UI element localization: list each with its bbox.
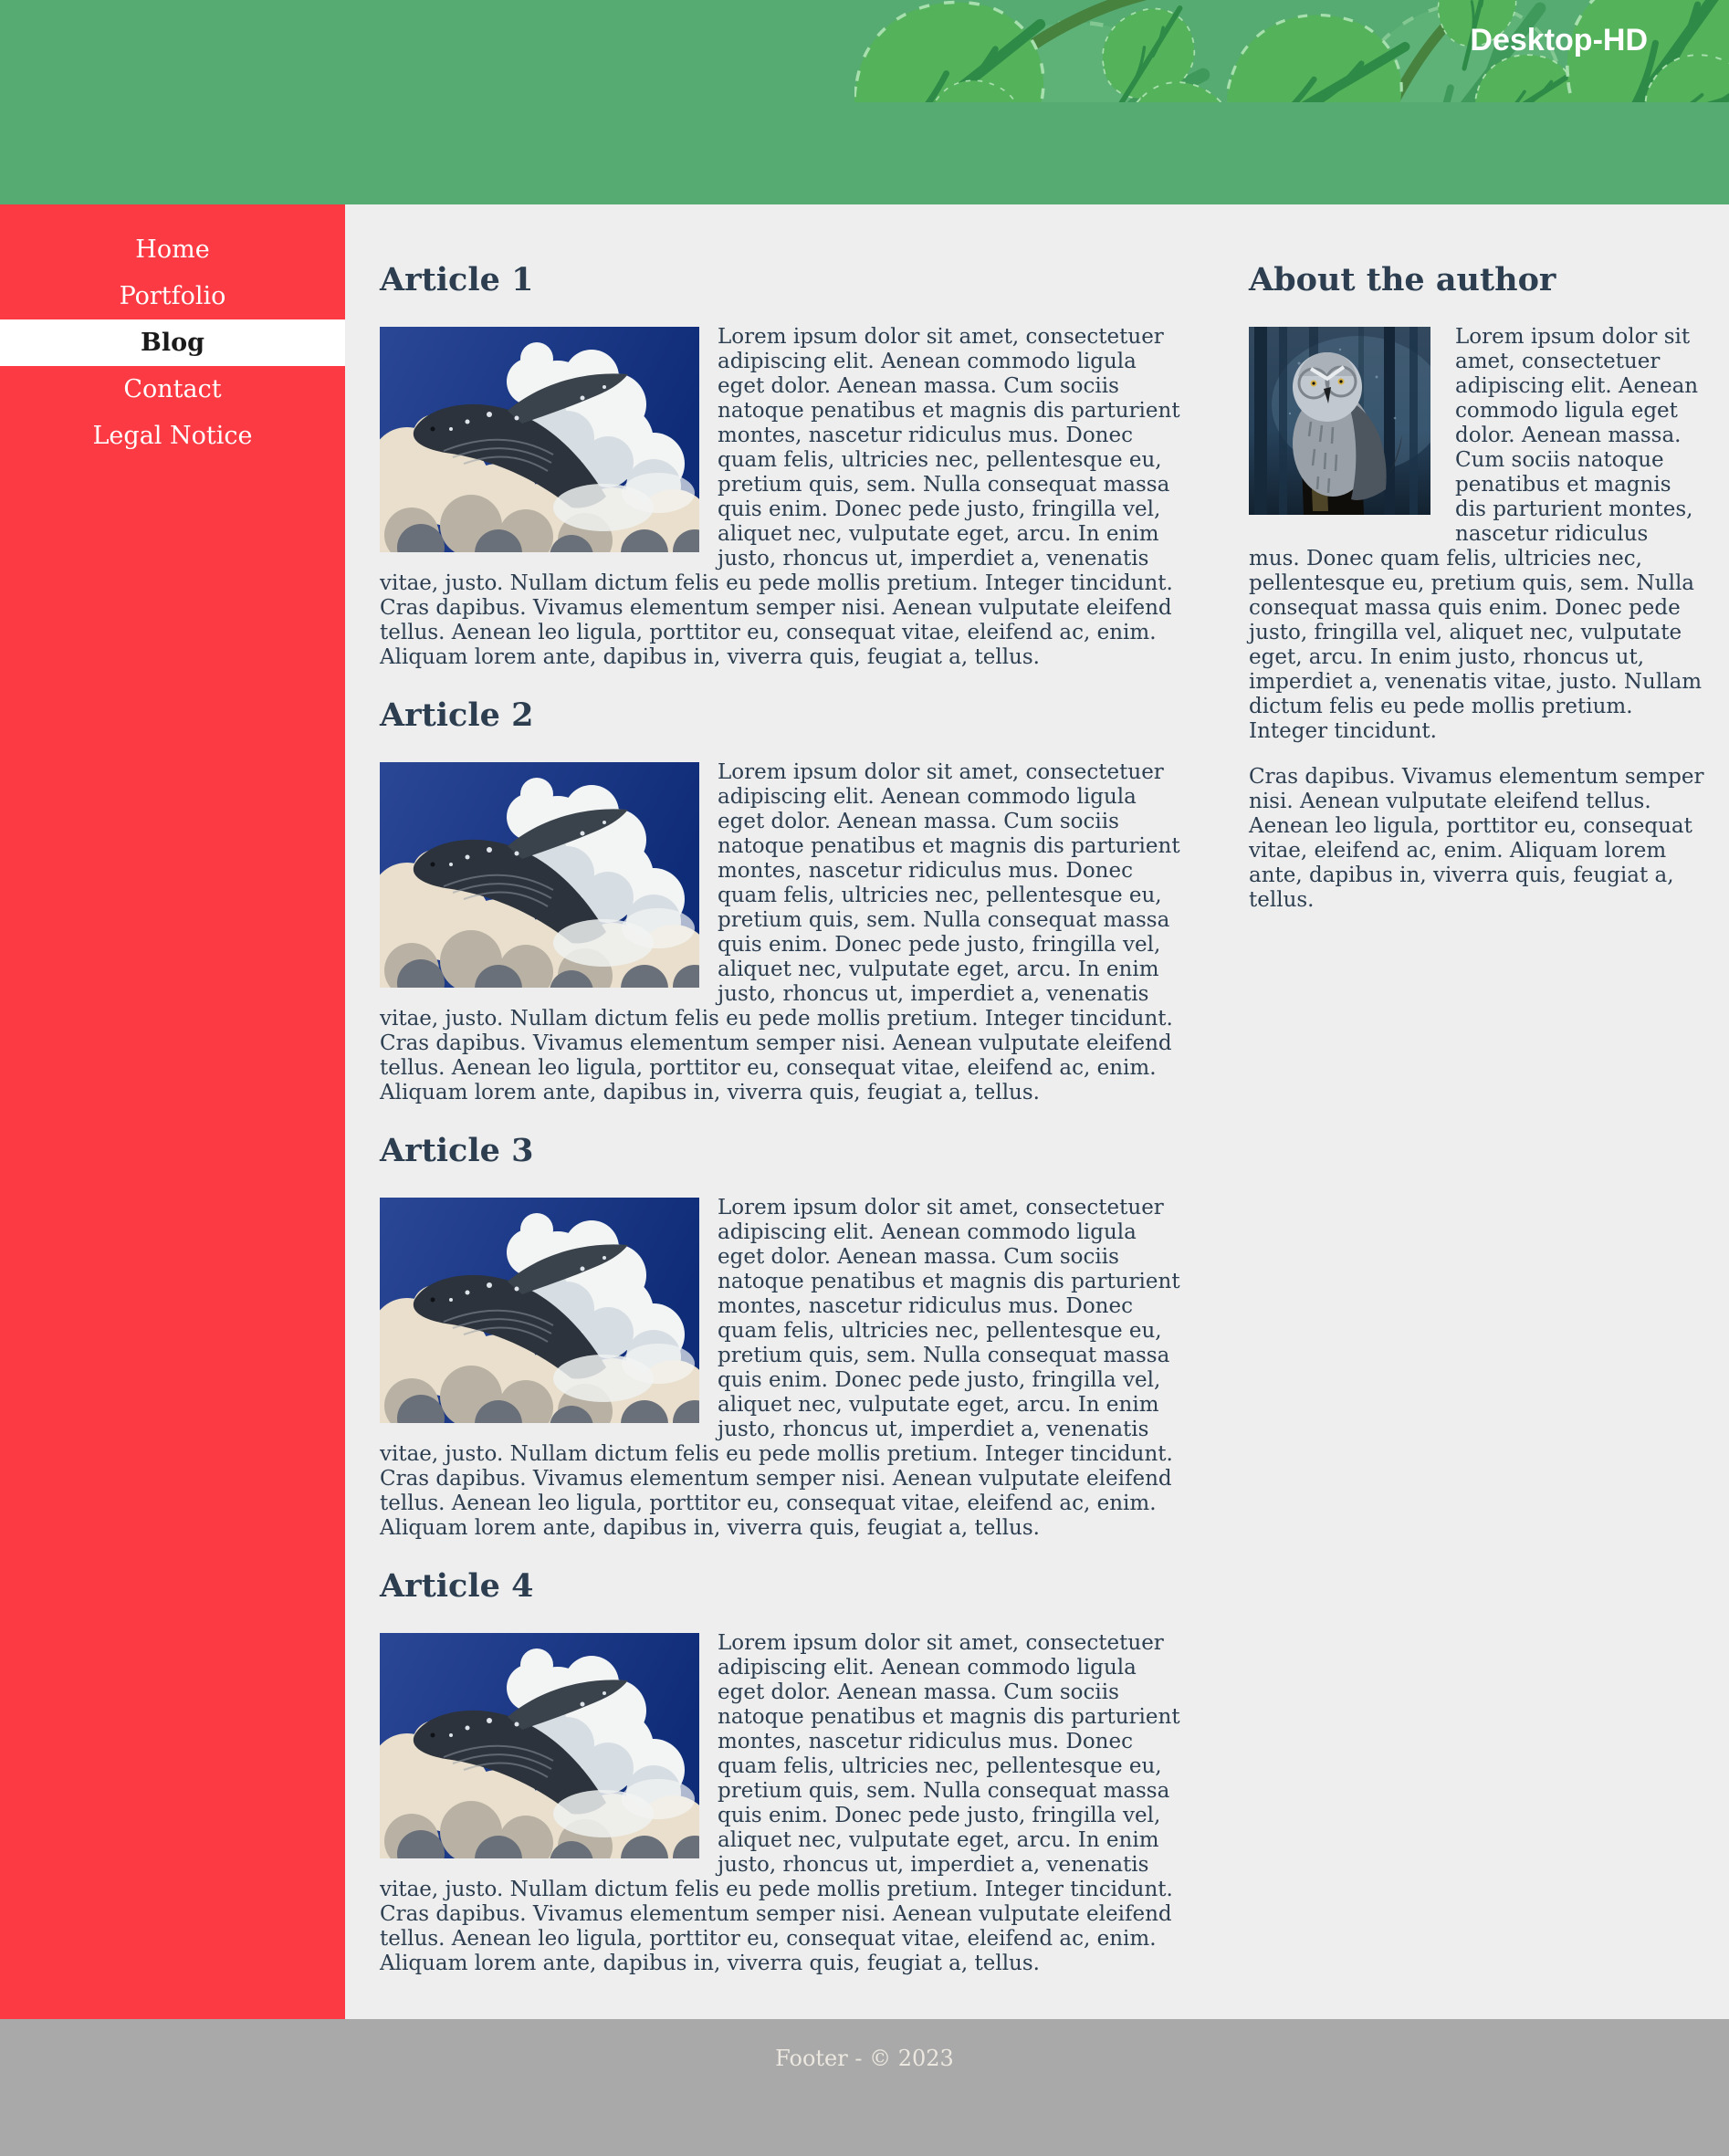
nav-link-legal-notice[interactable]: Legal Notice (92, 422, 253, 450)
article-title: Article 2 (380, 696, 534, 734)
sidebar-item-contact (0, 366, 345, 413)
sidebar-item-blog (0, 319, 345, 366)
about-author-heading: About the author (1249, 261, 1556, 298)
articles-section (380, 235, 1185, 1997)
site-title: Desktop-HD (1470, 23, 1648, 58)
about-author-panel (1249, 235, 1704, 934)
article-4 (380, 1567, 1185, 1976)
sidebar-item-portfolio (0, 273, 345, 319)
article-body: Lorem ipsum dolor sit amet, consectetuer adipiscing elit. Aenean commodo ligula eget dolor. Aenean massa. Cum sociis natoque penatibus et magnis dis parturient montes, nascetur ridiculus mus. Donec quam felis, ultricies nec, pellentesque eu, pretium quis, sem. Nulla consequat massa quis enim. Donec pede justo, fringilla vel, aliquet nec, vulputate eget, arcu. In enim justo, rhoncus ut, imperdiet a, venenatis vitae, justo. Nullam dictum felis eu pede mollis pretium. Integer tincidunt. Cras dapibus. Vivamus elementum semper nisi. Aenean vulputate eleifend tellus. Aenean leo ligula, porttitor eu, consequat vitae, eleifend ac, enim. Aliquam lorem ante, dapibus in, viverra quis, feugiat a, tellus. (380, 325, 1180, 669)
article-paragraph (380, 1631, 1185, 1976)
nav-link-home[interactable]: Home (135, 235, 210, 264)
article-1 (380, 261, 1185, 670)
author-image (1249, 327, 1430, 515)
sidebar-item-legal-notice (0, 413, 345, 459)
main-content (345, 204, 1729, 2019)
article-image (380, 1198, 699, 1423)
about-author-paragraph-1 (1249, 325, 1704, 744)
article-paragraph (380, 760, 1185, 1105)
article-title: Article 1 (380, 261, 534, 298)
article-body: Lorem ipsum dolor sit amet, consectetuer adipiscing elit. Aenean commodo ligula eget dolor. Aenean massa. Cum sociis natoque penatibus et magnis dis parturient montes, nascetur ridiculus mus. Donec quam felis, ultricies nec, pellentesque eu, pretium quis, sem. Nulla consequat massa quis enim. Donec pede justo, fringilla vel, aliquet nec, vulputate eget, arcu. In enim justo, rhoncus ut, imperdiet a, venenatis vitae, justo. Nullam dictum felis eu pede mollis pretium. Integer tincidunt. Cras dapibus. Vivamus elementum semper nisi. Aenean vulputate eleifend tellus. Aenean leo ligula, porttitor eu, consequat vitae, eleifend ac, enim. Aliquam lorem ante, dapibus in, viverra quis, feugiat a, tellus. (380, 1631, 1180, 1975)
article-image (380, 327, 699, 552)
article-paragraph (380, 325, 1185, 670)
nav-link-portfolio[interactable]: Portfolio (119, 282, 226, 310)
article-title: Article 4 (380, 1567, 534, 1605)
about-author-paragraph-2 (1249, 765, 1704, 913)
article-body: Lorem ipsum dolor sit amet, consectetuer adipiscing elit. Aenean commodo ligula eget dolor. Aenean massa. Cum sociis natoque penatibus et magnis dis parturient montes, nascetur ridiculus mus. Donec quam felis, ultricies nec, pellentesque eu, pretium quis, sem. Nulla consequat massa quis enim. Donec pede justo, fringilla vel, aliquet nec, vulputate eget, arcu. In enim justo, rhoncus ut, imperdiet a, venenatis vitae, justo. Nullam dictum felis eu pede mollis pretium. Integer tincidunt. Cras dapibus. Vivamus elementum semper nisi. Aenean vulputate eleifend tellus. Aenean leo ligula, porttitor eu, consequat vitae, eleifend ac, enim. Aliquam lorem ante, dapibus in, viverra quis, feugiat a, tellus. (380, 1196, 1180, 1540)
nav-link-blog[interactable]: Blog (0, 319, 345, 366)
sidebar-nav (0, 204, 345, 2019)
nav-link-contact[interactable]: Contact (123, 375, 222, 403)
footer (0, 2019, 1729, 2156)
about-author-text-1: Lorem ipsum dolor sit amet, consectetuer adipiscing elit. Aenean commodo ligula eget dolor. Aenean massa. Cum sociis natoque penatibus et magnis dis parturient montes, nascetur ridiculus mus. Donec quam felis, ultricies nec, pellentesque eu, pretium quis, sem. Nulla consequat massa quis enim. Donec pede justo, fringilla vel, aliquet nec, vulputate eget, arcu. In enim justo, rhoncus ut, imperdiet a, venenatis vitae, justo. Nullam dictum felis eu pede mollis pretium. Integer tincidunt. (1249, 325, 1703, 743)
content-row (0, 204, 1729, 2019)
article-paragraph (380, 1196, 1185, 1541)
sidebar-item-home (0, 226, 345, 273)
article-3 (380, 1132, 1185, 1541)
about-author-text-2: Cras dapibus. Vivamus elementum semper nisi. Aenean vulputate eleifend tellus. Aenean leo ligula, porttitor eu, consequat vitae, eleifend ac, enim. Aliquam lorem ante, dapibus in, viverra quis, feugiat a, tellus. (1249, 765, 1704, 912)
article-title: Article 3 (380, 1132, 534, 1169)
article-body: Lorem ipsum dolor sit amet, consectetuer adipiscing elit. Aenean commodo ligula eget dolor. Aenean massa. Cum sociis natoque penatibus et magnis dis parturient montes, nascetur ridiculus mus. Donec quam felis, ultricies nec, pellentesque eu, pretium quis, sem. Nulla consequat massa quis enim. Donec pede justo, fringilla vel, aliquet nec, vulputate eget, arcu. In enim justo, rhoncus ut, imperdiet a, venenatis vitae, justo. Nullam dictum felis eu pede mollis pretium. Integer tincidunt. Cras dapibus. Vivamus elementum semper nisi. Aenean vulputate eleifend tellus. Aenean leo ligula, porttitor eu, consequat vitae, eleifend ac, enim. Aliquam lorem ante, dapibus in, viverra quis, feugiat a, tellus. (380, 760, 1180, 1104)
nav-list (0, 226, 345, 459)
header (0, 0, 1729, 204)
footer-text: Footer - © 2023 (775, 2046, 954, 2071)
article-2 (380, 696, 1185, 1105)
article-image (380, 762, 699, 988)
article-image (380, 1633, 699, 1858)
